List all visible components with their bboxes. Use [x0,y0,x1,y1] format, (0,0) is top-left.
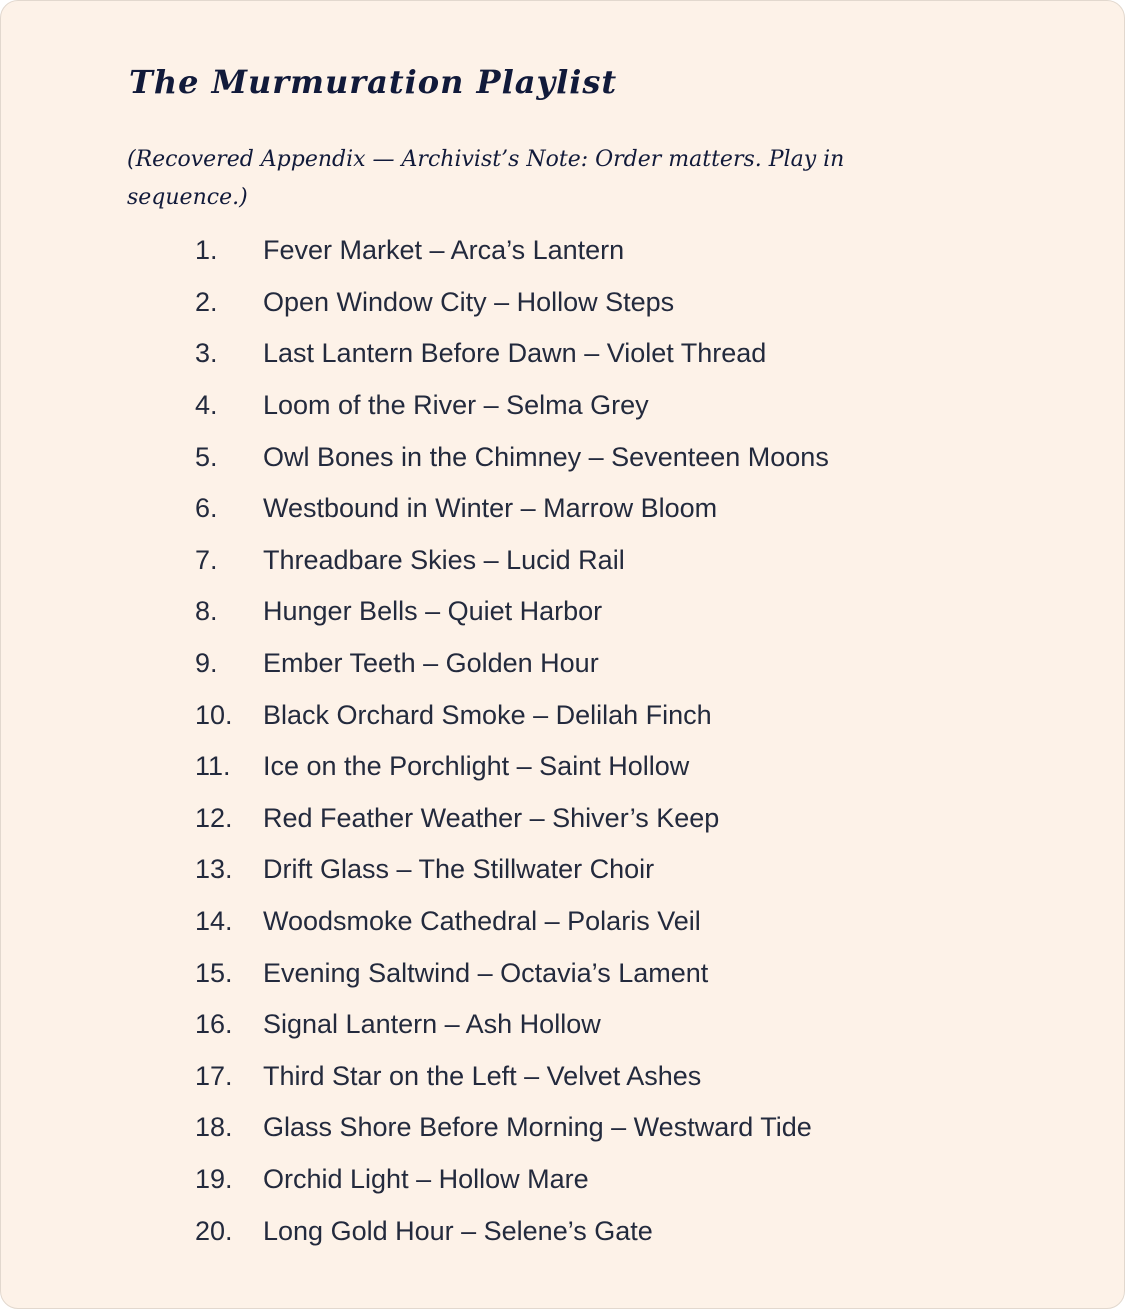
track-number: 7. [195,544,218,575]
track-item [195,586,829,638]
track-number: 8. [195,596,218,627]
track-item [195,225,829,277]
page-title: The Murmuration Playlist [129,63,618,101]
track-item [195,689,829,741]
track-number: 15. [195,957,233,988]
track-item [195,431,829,483]
track-item [195,999,829,1051]
track-title-artist: Woodsmoke Cathedral – Polaris Veil [263,906,701,937]
track-number: 16. [195,1009,233,1040]
track-item [195,638,829,690]
track-title-artist: Long Gold Hour – Selene’s Gate [263,1215,653,1246]
track-number: 13. [195,854,233,885]
track-title-artist: Hunger Bells – Quiet Harbor [263,596,603,627]
track-title-artist: Black Orchard Smoke – Delilah Finch [263,699,712,730]
track-number: 10. [195,699,233,730]
track-number: 12. [195,802,233,833]
track-number: 19. [195,1163,233,1194]
track-title-artist: Glass Shore Before Morning – Westward Tide [263,1112,812,1143]
track-number: 6. [195,493,218,524]
track-item [195,380,829,432]
track-title-artist: Owl Bones in the Chimney – Seventeen Moons [263,441,829,472]
track-title-artist: Loom of the River – Selma Grey [263,390,649,421]
track-title-artist: Signal Lantern – Ash Hollow [263,1009,601,1040]
track-title-artist: Last Lantern Before Dawn – Violet Thread [263,338,767,369]
archivist-note: (Recovered Appendix — Archivist’s Note: Order matters. Play in sequence.) [127,147,845,210]
track-title-artist: Ice on the Porchlight – Saint Hollow [263,751,690,782]
track-number: 5. [195,441,218,472]
track-title-artist: Third Star on the Left – Velvet Ashes [263,1060,702,1091]
track-title-artist: Evening Saltwind – Octavia’s Lament [263,957,709,988]
track-number: 4. [195,390,218,421]
track-title-artist: Drift Glass – The Stillwater Choir [263,854,655,885]
track-item [195,483,829,535]
track-item [195,741,829,793]
track-number: 11. [195,751,231,782]
track-item [195,1205,829,1257]
track-title-artist: Open Window City – Hollow Steps [263,286,675,317]
track-title-artist: Westbound in Winter – Marrow Bloom [263,493,718,524]
track-item [195,1102,829,1154]
track-item [195,535,829,587]
track-number: 17. [195,1060,233,1091]
track-item [195,844,829,896]
track-item [195,896,829,948]
track-number: 18. [195,1112,233,1143]
track-item [195,947,829,999]
track-number: 20. [195,1215,233,1246]
track-number: 3. [195,338,218,369]
track-number: 9. [195,648,218,679]
track-number: 2. [195,286,218,317]
track-item [195,328,829,380]
track-item [195,1154,829,1206]
track-number: 1. [195,235,218,266]
track-item [195,1051,829,1103]
track-number: 14. [195,906,233,937]
track-title-artist: Ember Teeth – Golden Hour [263,648,599,679]
track-list [195,225,829,1257]
track-item [195,793,829,845]
track-title-artist: Red Feather Weather – Shiver’s Keep [263,802,720,833]
track-item [195,277,829,329]
track-title-artist: Orchid Light – Hollow Mare [263,1163,589,1194]
track-title-artist: Fever Market – Arca’s Lantern [263,235,625,266]
track-title-artist: Threadbare Skies – Lucid Rail [263,544,625,575]
